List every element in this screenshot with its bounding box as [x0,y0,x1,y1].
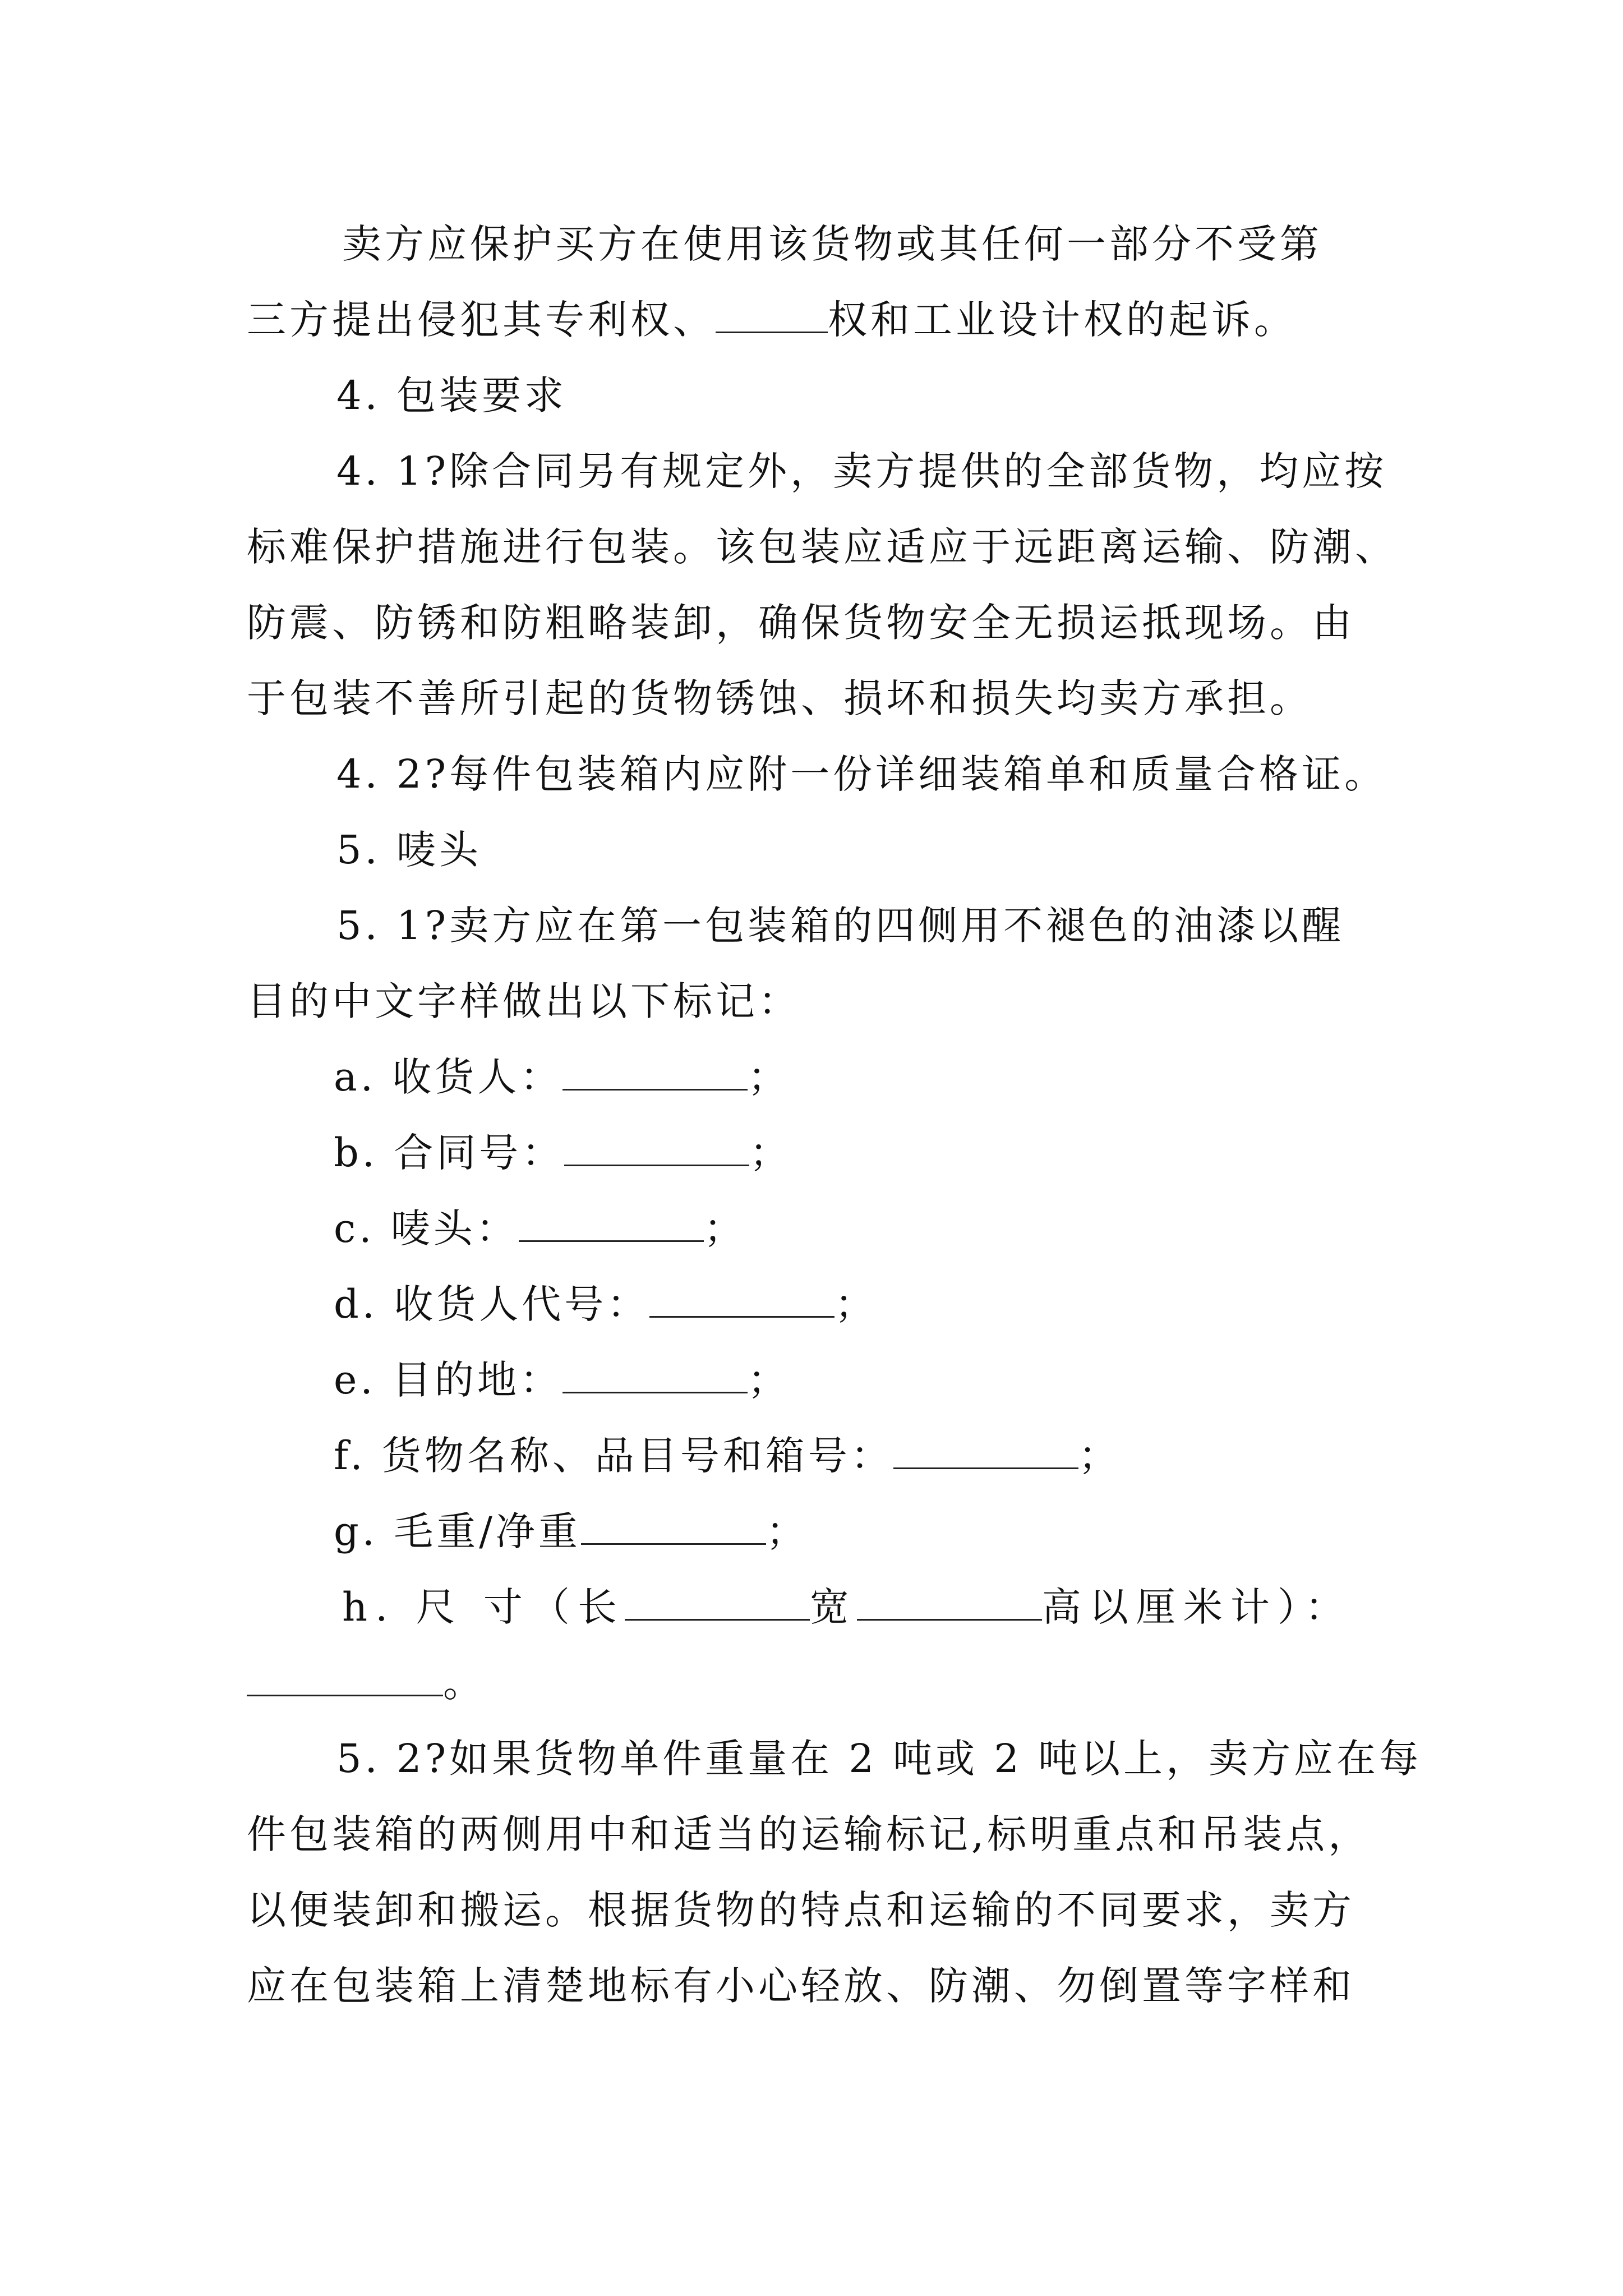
item-end: ； [766,1508,809,1554]
fill-blank [562,1052,748,1091]
p52-line-2 [247,1806,1371,1862]
p41-line-1 [336,443,1387,499]
intro-text-2b: 权和工业设计权的起诉。 [828,297,1297,343]
p41-text-1: 4. 1?除合同另有规定外，卖方提供的全部货物，均应按 [336,448,1387,494]
fill-blank [562,1355,748,1393]
p51-line-1 [336,898,1344,954]
p41-text-2: 标难保护措施进行包装。该包装应适应于远距离运输、防潮、 [247,524,1398,570]
item-end: ； [1078,1433,1121,1479]
intro-line-2 [247,292,1297,348]
fill-blank [649,1279,834,1318]
section-5-heading [336,822,482,878]
item-end: ； [703,1205,746,1251]
p42-text: 4. 2?每件包装箱内应附一份详细装箱单和质量合格证。 [336,751,1387,797]
list-item-e [334,1352,790,1408]
intro-text-1: 卖方应保护买方在使用该货物或其任何一部分不受第 [342,221,1322,267]
p52-line-4 [247,1958,1355,2014]
item-label: g. 毛重/净重 [334,1508,581,1554]
p51-text-1: 5. 1?卖方应在第一包装箱的四侧用不褪色的油漆以醒 [336,903,1345,949]
fill-blank [893,1430,1078,1469]
item-label: f. 货物名称、品目号和箱号： [334,1433,893,1479]
item-h-c: 高以厘米计）： [1041,1584,1352,1630]
fill-blank [716,295,828,333]
fill-blank [625,1582,810,1621]
item-label: b. 合同号： [334,1130,565,1176]
item-end: ； [749,1130,792,1176]
p52-text-4: 应在包装箱上清楚地标有小心轻放、防潮、勿倒置等字样和 [247,1963,1355,2009]
intro-text-2a: 三方提出侵犯其专利权、 [247,297,716,343]
item-end: ； [747,1357,790,1403]
list-item-c [334,1200,746,1257]
list-item-a [334,1049,790,1105]
item-h-end: 。 [443,1660,486,1706]
p52-line-1 [336,1731,1422,1787]
fill-blank [857,1582,1042,1621]
p41-text-4: 于包装不善所引起的货物锈蚀、损坏和损失均卖方承担。 [247,675,1312,721]
p52-line-3 [247,1882,1355,1938]
fill-blank [247,1658,443,1696]
item-label: d. 收货人代号： [334,1281,650,1327]
fill-blank [581,1506,766,1545]
list-item-f [334,1428,1121,1484]
intro-line-1 [342,216,1322,272]
item-label: e. 目的地： [334,1357,562,1403]
p51-text-2: 目的中文字样做出以下标记： [247,978,801,1024]
p41-line-4 [247,670,1312,726]
p42-line [336,746,1387,802]
list-item-d [334,1276,877,1332]
list-item-h [342,1579,1352,1635]
p51-line-2 [247,973,801,1029]
item-h-a: h. 尺 寸（长 [342,1584,625,1630]
p41-line-3 [247,595,1355,651]
p41-text-3: 防震、防锈和防粗略装卸，确保货物安全无损运抵现场。由 [247,600,1355,646]
p41-line-2 [247,519,1398,575]
item-h-b: 宽 [809,1584,857,1630]
list-item-h-cont [247,1655,486,1711]
list-item-g [334,1503,809,1559]
section-5-heading-text: 5. 唛头 [336,827,482,873]
item-label: c. 唛头： [334,1205,519,1251]
fill-blank [519,1203,704,1242]
list-item-b [334,1125,792,1181]
p52-text-2: 件包装箱的两侧用中和适当的运输标记,标明重点和吊装点， [247,1811,1371,1857]
item-end: ； [748,1054,791,1100]
p52-text-1: 5. 2?如果货物单件重量在 2 吨或 2 吨以上，卖方应在每 [336,1736,1422,1782]
item-end: ； [834,1281,878,1327]
fill-blank [564,1128,749,1166]
section-4-heading-text: 4. 包装要求 [336,372,568,418]
section-4-heading [336,367,567,424]
p52-text-3: 以便装卸和搬运。根据货物的特点和运输的不同要求，卖方 [247,1887,1355,1933]
item-label: a. 收货人： [334,1054,563,1100]
